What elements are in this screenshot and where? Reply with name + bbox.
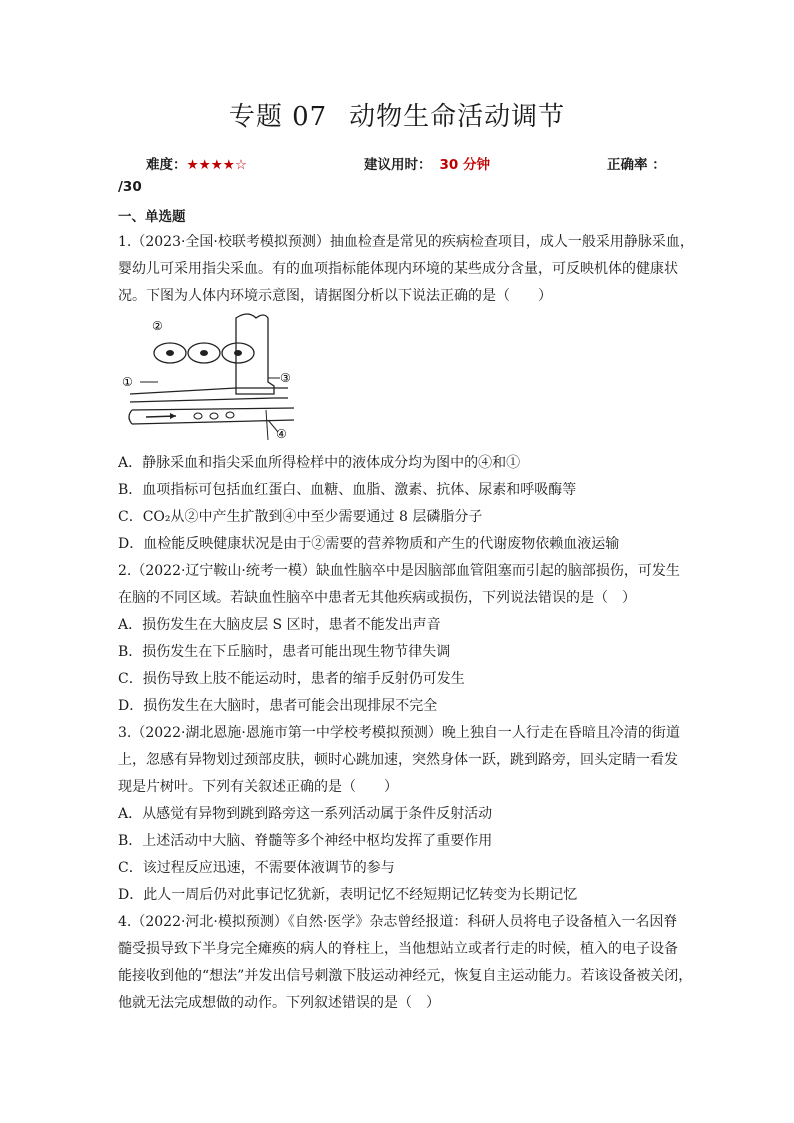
question-3-option-b: B．上述活动中大脑、脊髓等多个神经中枢均发挥了重要作用: [118, 833, 493, 849]
capillary: [132, 408, 294, 410]
diagram-label-4: ④: [276, 427, 287, 441]
diagram-label-1: ①: [122, 375, 133, 389]
question-1-line-2: 婴幼儿可采用指尖采血。有的血项指标能体现内环境的某些成分含量，可反映机体的健康状: [118, 261, 678, 277]
question-1-option-a: A．静脉采血和指尖采血所得检样中的液体成分均为图中的④和①: [118, 455, 521, 471]
question-3-line-2: 上，忽感有异物划过颈部皮肤，顿时心跳加速，突然身体一跃，跳到路旁，回头定睛一看发: [118, 752, 678, 768]
question-2-option-b: B．损伤发生在下丘脑时，患者可能出现生物节律失调: [118, 644, 451, 660]
question-2-option-d: D．损伤发生在大脑时，患者可能会出现排尿不完全: [118, 698, 438, 714]
question-4-line-3: 能接收到他的“想法”并发出信号刺激下肢运动神经元，恢复自主运动能力。若该设备被关闭，: [118, 968, 693, 984]
question-2-option-c: C．损伤导致上肢不能运动时，患者的缩手反射仍可发生: [118, 671, 465, 687]
accuracy-total: /30: [118, 179, 142, 195]
question-4-line-2: 髓受损导致下半身完全瘫痪的病人的脊柱上，当他想站立或者行走的时候，植入的电子设备: [118, 941, 678, 957]
question-3-option-d: D．此人一周后仍对此事记忆犹新，表明记忆不经短期记忆转变为长期记忆: [118, 887, 578, 903]
question-3-line-1: 3.（2022·湖北恩施·恩施市第一中学校考模拟预测）晚上独自一人行走在昏暗且冷清的街道: [118, 725, 680, 741]
difficulty-stars: ★★★★☆: [186, 157, 248, 173]
diagram-label-3: ③: [280, 371, 291, 385]
question-1-line-1: 1.（2023·全国·校联考模拟预测）抽血检查是常见的疾病检查项目，成人一般采用静脉采血，: [118, 234, 694, 250]
question-2-option-a: A．损伤发生在大脑皮层 S 区时，患者不能发出声音: [118, 617, 441, 633]
title-topic-number: 专题 07: [228, 102, 328, 132]
question-1-option-b: B．血项指标可包括血红蛋白、血糖、血脂、激素、抗体、尿素和呼吸酶等: [118, 482, 577, 498]
question-1-option-d: D．血检能反映健康状况是由于②需要的营养物质和产生的代谢废物依赖血液运输: [118, 536, 620, 552]
question-4-line-4: 他就无法完成想做的动作。下列叙述错误的是（ ）: [118, 995, 440, 1011]
internal-environment-diagram: [118, 312, 308, 442]
question-2-line-2: 在脑的不同区域。若缺血性脑卒中患者无其他疾病或损伤，下列说法错误的是（ ）: [118, 590, 636, 606]
question-3-option-c: C．该过程反应迅速，不需要体液调节的参与: [118, 860, 395, 876]
title-topic-name: 动物生命活动调节: [349, 102, 566, 132]
section-heading: 一、单选题: [118, 209, 186, 225]
accuracy-label: 正确率 ：: [607, 157, 666, 173]
question-4-line-1: 4.（2022·河北·模拟预测）《自然·医学》杂志曾经报道：科研人员将电子设备植入一名因脊: [118, 914, 678, 930]
question-3-line-3: 现是片树叶。下列有关叙述正确的是（ ）: [118, 779, 398, 795]
question-1-line-3: 况。下图为人体内环境示意图，请据图分析以下说法正确的是（ ）: [118, 288, 552, 304]
question-3-option-a: A．从感觉有异物到跳到路旁这一系列活动属于条件反射活动: [118, 806, 493, 822]
difficulty-rating: 难度：★★★★☆: [146, 157, 248, 173]
question-1-option-c: C．CO₂从②中产生扩散到④中至少需要通过 8 层磷脂分子: [118, 509, 483, 525]
suggested-time: 建议用时： 30 分钟: [364, 157, 490, 173]
diagram-label-2: ②: [152, 319, 163, 333]
question-2-line-1: 2.（2022·辽宁鞍山·统考一模）缺血性脑卒中是因脑部血管阻塞而引起的脑部损伤，可发生: [118, 563, 680, 579]
page-title: [0, 96, 794, 133]
